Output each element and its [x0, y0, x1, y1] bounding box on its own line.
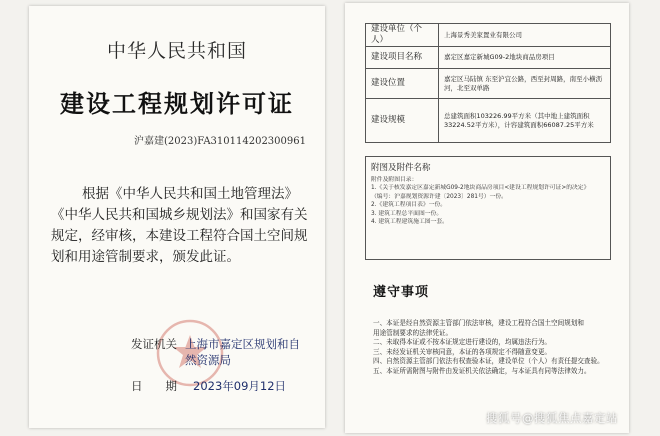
row-label: 建设位置 [366, 69, 439, 99]
table-row [366, 24, 611, 47]
row-label: 建设项目名称 [366, 47, 439, 69]
compliance-title: 遵守事项 [373, 285, 430, 300]
list-item: 三、未经发证机关审核同意，本证的各项规定不得随意变更。 [373, 347, 552, 356]
table-row [366, 47, 611, 69]
issuer-name: 上海市嘉定区规划和自然资源局 [185, 337, 300, 367]
statement-line-2: 《中华人民共和国城乡规划法》和国家有关规定，经审核，本建设工程符合国土空间规划和用途管制要求，颁发此证。 [51, 207, 308, 265]
row-label: 建设规模 [366, 99, 439, 143]
list-item: 用途管制要求的法律凭证。 [373, 328, 453, 337]
row-label: 建设单位（个人） [366, 24, 439, 47]
source-watermark: 搜狐号@搜狐焦点嘉定站 [486, 411, 618, 425]
country-header: 中华人民共和国 [106, 40, 247, 62]
date-label: 日 期 [131, 379, 177, 393]
row-value: 嘉定区嘉定新城G09-2地块商品房项目 [439, 47, 611, 69]
row-value: 上海景秀美家置业有限公司 [439, 24, 611, 47]
permit-front-page [29, 6, 325, 428]
table-row [366, 99, 611, 143]
list-item: 3. 建筑工程总平面图一份。 [371, 210, 443, 217]
table-row [366, 69, 611, 99]
attachments-title: 附图及附件名称 [371, 163, 431, 173]
attachments-box [365, 156, 611, 260]
project-info-table [365, 23, 611, 143]
permit-details-page [345, 3, 629, 433]
list-item: 一、本证是经自然资源主管部门依法审核，建设工程符合国土空间规划和 [373, 319, 584, 327]
issuer-label: 发证机关 [131, 337, 177, 351]
list-item: 四、自然资源主管部门依法有权查验本证，建设单位（个人）有责任提交查验。 [373, 357, 604, 366]
permit-title: 建设工程规划许可证 [60, 90, 294, 118]
list-item: （编号：沪嘉规划资源许建〔2023〕281号）一份。 [371, 193, 507, 200]
list-item: 4. 建筑工程建筑施工图一套。 [371, 219, 448, 226]
list-item: 附件及附图目录： [371, 177, 418, 183]
row-value: 嘉定区马陆镇 东至沪宜公路，西至封周路，南至小横沥河，北至双单路 [439, 69, 611, 99]
list-item: 2.《建筑工程项目表》一份。 [371, 202, 447, 209]
attachments-list [371, 176, 607, 226]
issue-date: 2023年09月12日 [193, 379, 287, 393]
list-item: 二、未取得本证或不按本证规定进行建设的，均属违法行为。 [373, 338, 552, 347]
compliance-rules [373, 319, 609, 377]
permit-number: 沪嘉建(2023)FA310114202300961 [134, 136, 306, 147]
permit-statement [51, 184, 309, 268]
row-value: 总建筑面积103226.99平方米（其中地上建筑面积33224.52平方米），计容建筑面积66087.25平方米 [439, 99, 611, 143]
list-item: 1.《关于核发嘉定区嘉定新城G09-2地块商品房项目<建设工程规划许可证>的决定》 [371, 185, 590, 192]
list-item: 五、本证所需附图与附件由发证机关依法确定，与本证具有同等法律效力。 [373, 366, 591, 375]
statement-line-1: 根据《中华人民共和国土地管理法》 [82, 186, 299, 202]
